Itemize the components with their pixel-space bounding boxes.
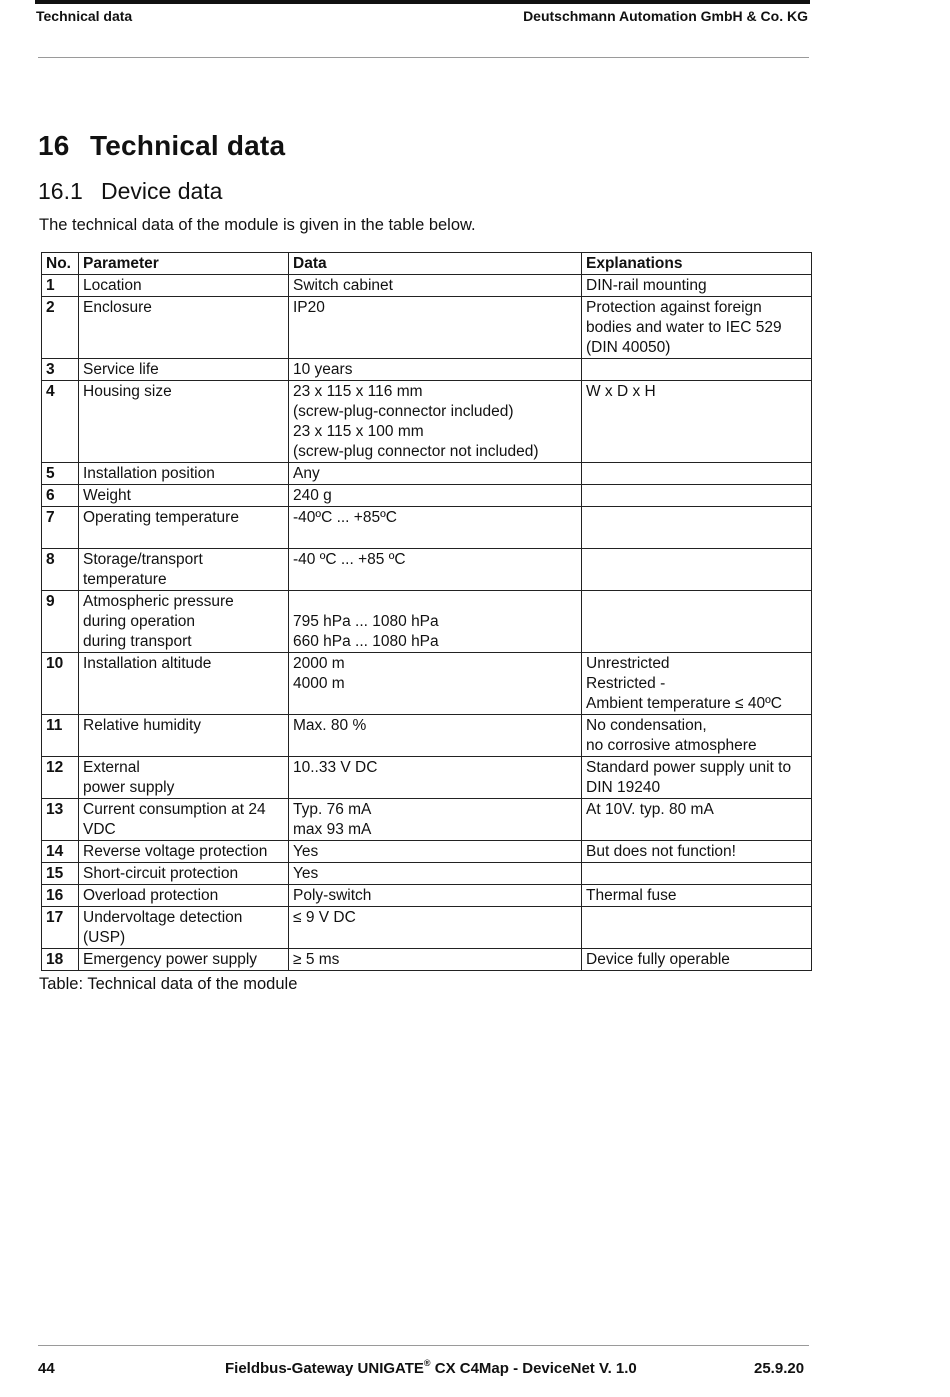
- footer-divider: [38, 1345, 809, 1346]
- parameter-cell: [79, 907, 289, 949]
- table-row: [42, 949, 812, 971]
- explanation-cell: [582, 757, 812, 799]
- row-number: 18: [42, 949, 79, 971]
- explanation-cell: [582, 275, 812, 297]
- data-cell: [289, 757, 582, 799]
- parameter-cell: [79, 507, 289, 549]
- data-cell-line: Max. 80 %: [293, 717, 367, 734]
- parameter-cell-line: External: [83, 759, 140, 776]
- data-cell: [289, 275, 582, 297]
- row-number: 4: [42, 381, 79, 463]
- parameter-cell-line: Overload protection: [83, 887, 219, 904]
- parameter-cell-line: Service life: [83, 361, 159, 378]
- running-header-left: Technical data: [36, 8, 133, 24]
- parameter-cell: [79, 715, 289, 757]
- data-cell-line: ≤ 9 V DC: [293, 909, 356, 926]
- footer-title-rest: CX C4Map - DeviceNet V. 1.0: [430, 1360, 637, 1377]
- table-row: [42, 591, 812, 653]
- table-row: [42, 275, 812, 297]
- data-cell: [289, 949, 582, 971]
- table-row: [42, 863, 812, 885]
- parameter-cell: [79, 841, 289, 863]
- explanation-cell: [582, 863, 812, 885]
- explanation-cell: [582, 463, 812, 485]
- parameter-cell-line: Installation altitude: [83, 655, 212, 672]
- section-heading: [38, 178, 222, 205]
- explanation-cell-line: But does not function!: [586, 843, 736, 860]
- section-number: 16.1: [38, 178, 83, 204]
- data-cell: [289, 463, 582, 485]
- column-header-data: Data: [289, 253, 582, 275]
- data-cell: [289, 907, 582, 949]
- parameter-cell: [79, 275, 289, 297]
- data-cell-line: 23 x 115 x 116 mm: [293, 383, 423, 400]
- data-cell-line: 10..33 V DC: [293, 759, 378, 776]
- table-caption: Table: Technical data of the module: [39, 975, 298, 993]
- table-row: [42, 885, 812, 907]
- explanation-cell-line: DIN 19240: [586, 779, 661, 796]
- data-cell: [289, 549, 582, 591]
- parameter-cell: [79, 653, 289, 715]
- data-cell: [289, 359, 582, 381]
- parameter-cell: [79, 591, 289, 653]
- parameter-cell-line: temperature: [83, 571, 167, 588]
- data-cell: [289, 841, 582, 863]
- table-row: [42, 757, 812, 799]
- explanation-cell-line: Standard power supply unit to: [586, 759, 792, 776]
- explanation-cell-line: At 10V. typ. 80 mA: [586, 801, 714, 818]
- row-number: 3: [42, 359, 79, 381]
- parameter-cell: [79, 381, 289, 463]
- data-cell: [289, 653, 582, 715]
- explanation-cell-line: Thermal fuse: [586, 887, 677, 904]
- parameter-cell-line: Housing size: [83, 383, 172, 400]
- explanation-cell-line: Protection against foreign: [586, 299, 762, 316]
- chapter-heading: [38, 130, 285, 162]
- parameter-cell: [79, 297, 289, 359]
- parameter-cell-line: (USP): [83, 929, 126, 946]
- intro-paragraph: The technical data of the module is given in the table below.: [39, 216, 476, 234]
- explanation-cell-line: Restricted -: [586, 675, 666, 692]
- data-cell-line: 660 hPa ... 1080 hPa: [293, 633, 439, 650]
- explanation-cell: [582, 885, 812, 907]
- parameter-cell-line: Enclosure: [83, 299, 152, 316]
- running-header-right: Deutschmann Automation GmbH & Co. KG: [523, 8, 808, 24]
- data-cell-line: (screw-plug connector not included): [293, 443, 539, 460]
- data-cell-line: 10 years: [293, 361, 353, 378]
- parameter-cell-line: Emergency power supply: [83, 951, 258, 968]
- parameter-cell: [79, 799, 289, 841]
- data-cell-line: -40ºC ... +85ºC: [293, 509, 397, 526]
- table-row: [42, 549, 812, 591]
- section-title: Device data: [101, 178, 223, 204]
- row-number: 15: [42, 863, 79, 885]
- row-number: 14: [42, 841, 79, 863]
- chapter-title: Technical data: [90, 130, 286, 161]
- explanation-cell-line: no corrosive atmosphere: [586, 737, 757, 754]
- explanation-cell-line: (DIN 40050): [586, 339, 671, 356]
- table-row: [42, 841, 812, 863]
- row-number: 12: [42, 757, 79, 799]
- footer-title-main: Fieldbus-Gateway UNIGATE: [225, 1360, 424, 1377]
- parameter-cell-line: during operation: [83, 613, 196, 630]
- explanation-cell: [582, 297, 812, 359]
- explanation-cell: [582, 507, 812, 549]
- data-cell-line: (screw-plug-connector included): [293, 403, 514, 420]
- table-row: [42, 359, 812, 381]
- row-number: 17: [42, 907, 79, 949]
- data-cell-line: max 93 mA: [293, 821, 372, 838]
- data-cell-line: [293, 592, 577, 612]
- row-number: 8: [42, 549, 79, 591]
- parameter-cell-line: Atmospheric pressure: [83, 593, 234, 610]
- table-row: [42, 507, 812, 549]
- data-cell: [289, 885, 582, 907]
- row-number: 1: [42, 275, 79, 297]
- header-divider: [38, 57, 809, 58]
- data-cell: [289, 507, 582, 549]
- parameter-cell: [79, 757, 289, 799]
- row-number: 6: [42, 485, 79, 507]
- table-row: [42, 799, 812, 841]
- data-cell: [289, 297, 582, 359]
- explanation-cell-line: Ambient temperature ≤ 40ºC: [586, 695, 782, 712]
- explanation-cell: [582, 653, 812, 715]
- explanation-cell: [582, 799, 812, 841]
- row-number: 13: [42, 799, 79, 841]
- explanation-cell: [582, 485, 812, 507]
- row-number: 10: [42, 653, 79, 715]
- technical-data-table: [41, 252, 812, 971]
- row-number: 9: [42, 591, 79, 653]
- parameter-cell-line: Current consumption at 24: [83, 801, 266, 818]
- parameter-cell-line: Location: [83, 277, 142, 294]
- data-cell-line: 4000 m: [293, 675, 345, 692]
- data-cell: [289, 715, 582, 757]
- parameter-cell-line: Reverse voltage protection: [83, 843, 268, 860]
- data-cell-line: 240 g: [293, 487, 332, 504]
- table-row: [42, 715, 812, 757]
- header-top-bar: [35, 0, 810, 4]
- table-row: [42, 381, 812, 463]
- parameter-cell-line: [83, 528, 284, 548]
- data-cell-line: ≥ 5 ms: [293, 951, 340, 968]
- parameter-cell-line: VDC: [83, 821, 116, 838]
- parameter-cell-line: Installation position: [83, 465, 215, 482]
- data-cell-line: 23 x 115 x 100 mm: [293, 423, 424, 440]
- table-row: [42, 297, 812, 359]
- explanation-cell-line: No condensation,: [586, 717, 707, 734]
- data-cell-line: Yes: [293, 865, 319, 882]
- column-header-no: No.: [42, 253, 79, 275]
- data-cell-line: 2000 m: [293, 655, 345, 672]
- data-cell-line: IP20: [293, 299, 325, 316]
- data-cell: [289, 591, 582, 653]
- parameter-cell: [79, 863, 289, 885]
- table-row: [42, 463, 812, 485]
- parameter-cell-line: Relative humidity: [83, 717, 202, 734]
- parameter-cell-line: Storage/transport: [83, 551, 203, 568]
- data-cell: [289, 485, 582, 507]
- column-header-parameter: Parameter: [79, 253, 289, 275]
- data-cell: [289, 799, 582, 841]
- data-cell-line: Yes: [293, 843, 319, 860]
- data-cell-line: 795 hPa ... 1080 hPa: [293, 613, 439, 630]
- explanation-cell-line: bodies and water to IEC 529: [586, 319, 782, 336]
- parameter-cell: [79, 885, 289, 907]
- explanation-cell-line: Unrestricted: [586, 655, 670, 672]
- table-row: [42, 653, 812, 715]
- explanation-cell-line: DIN-rail mounting: [586, 277, 707, 294]
- parameter-cell-line: during transport: [83, 633, 192, 650]
- explanation-cell: [582, 907, 812, 949]
- explanation-cell: [582, 359, 812, 381]
- parameter-cell: [79, 485, 289, 507]
- data-cell: [289, 381, 582, 463]
- parameter-cell: [79, 463, 289, 485]
- parameter-cell-line: Weight: [83, 487, 131, 504]
- row-number: 11: [42, 715, 79, 757]
- row-number: 7: [42, 507, 79, 549]
- table-row: [42, 485, 812, 507]
- explanation-cell: [582, 381, 812, 463]
- data-cell-line: Typ. 76 mA: [293, 801, 372, 818]
- footer-title: [225, 1358, 637, 1377]
- table-header-row: [42, 253, 812, 275]
- parameter-cell-line: Undervoltage detection: [83, 909, 243, 926]
- chapter-number: 16: [38, 130, 70, 161]
- explanation-cell: [582, 715, 812, 757]
- explanation-cell: [582, 549, 812, 591]
- column-header-explanations: Explanations: [582, 253, 812, 275]
- parameter-cell-line: Operating temperature: [83, 509, 239, 526]
- data-cell-line: Switch cabinet: [293, 277, 393, 294]
- table-body: [42, 275, 812, 971]
- row-number: 5: [42, 463, 79, 485]
- row-number: 2: [42, 297, 79, 359]
- row-number: 16: [42, 885, 79, 907]
- table-row: [42, 907, 812, 949]
- parameter-cell: [79, 359, 289, 381]
- registered-mark: ®: [423, 1358, 431, 1368]
- explanation-cell: [582, 841, 812, 863]
- explanation-cell: [582, 591, 812, 653]
- data-cell-line: Poly-switch: [293, 887, 372, 904]
- explanation-cell: [582, 949, 812, 971]
- parameter-cell: [79, 949, 289, 971]
- footer-date: 25.9.20: [754, 1360, 805, 1377]
- parameter-cell-line: power supply: [83, 779, 175, 796]
- data-cell-line: -40 ºC ... +85 ºC: [293, 551, 406, 568]
- explanation-cell-line: W x D x H: [586, 383, 656, 400]
- parameter-cell-line: Short-circuit protection: [83, 865, 239, 882]
- page-number: 44: [38, 1360, 55, 1377]
- data-cell: [289, 863, 582, 885]
- data-cell-line: Any: [293, 465, 320, 482]
- explanation-cell-line: Device fully operable: [586, 951, 730, 968]
- parameter-cell: [79, 549, 289, 591]
